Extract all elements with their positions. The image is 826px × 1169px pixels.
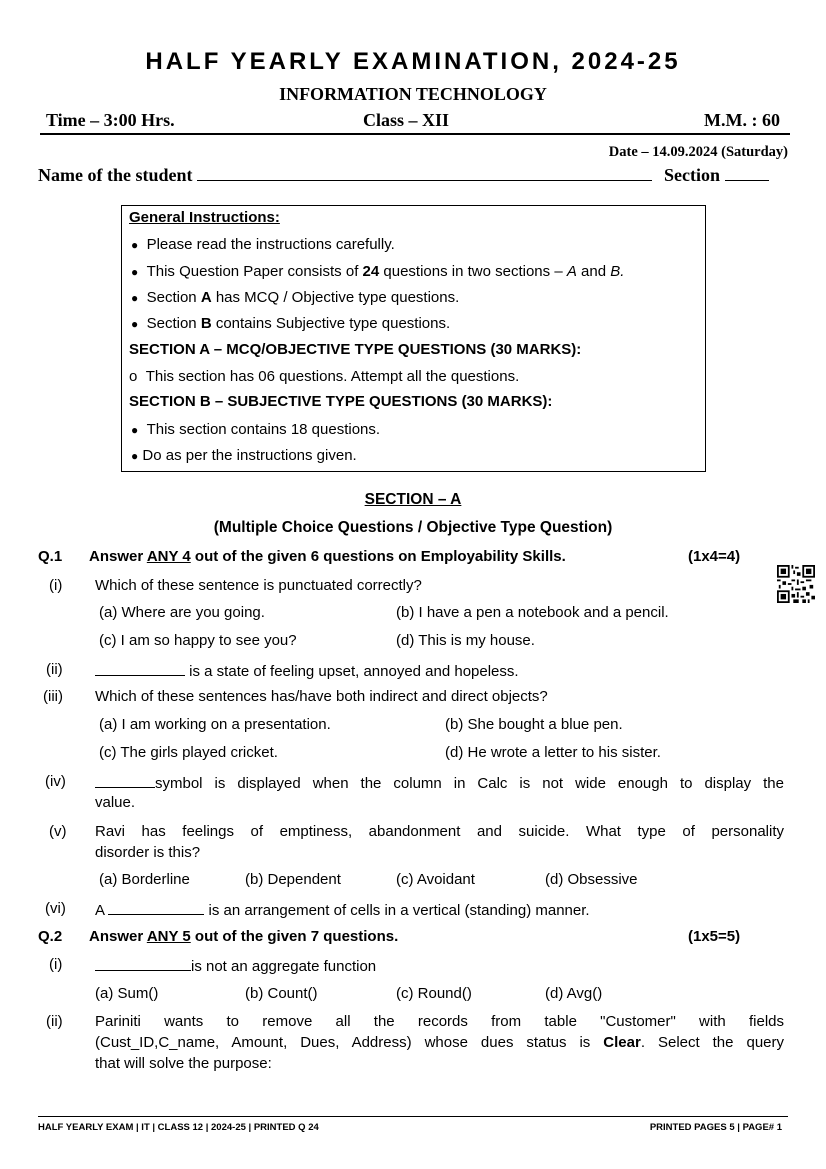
bullet-icon: ● [131, 238, 139, 252]
q2-i-option-c: (c) Round() [396, 985, 472, 1002]
subject-title: INFORMATION TECHNOLOGY [279, 84, 547, 104]
q1-number: Q.1 [38, 548, 63, 565]
student-name-field [38, 165, 652, 186]
q1-iii-option-b: (b) She bought a blue pen. [445, 716, 623, 733]
q1-iv-text: symbol is displayed when the column in Calc is not wide enough to display the [95, 773, 784, 792]
q1-iii-option-d: (d) He wrote a letter to his sister. [445, 744, 661, 761]
q1-i-number: (i) [49, 577, 63, 594]
q1-iii-option-c: (c) The girls played cricket. [99, 744, 278, 761]
class-label: Class – XII [363, 110, 450, 130]
section-label: Section [664, 165, 720, 185]
q2-i-option-d: (d) Avg() [545, 985, 603, 1002]
q2-marks: (1x5=5) [688, 928, 741, 945]
q1-ii-number: (ii) [46, 661, 63, 678]
q1-v-text-cont: disorder is this? [95, 844, 201, 861]
q1-v-option-b: (b) Dependent [245, 871, 341, 888]
footer-divider [38, 1116, 788, 1117]
q2-text: Answer ANY 5 out of the given 7 questions. [89, 928, 399, 945]
student-name-label: Name of the student [38, 165, 193, 185]
q1-i-option-b: (b) I have a pen a notebook and a pencil. [396, 604, 669, 621]
instruction-item: ● This Question Paper consists of 24 questions in two sections – A and B. [131, 263, 625, 280]
q1-v-option-a: (a) Borderline [99, 871, 190, 888]
answer-blank [95, 956, 191, 971]
bullet-icon: ● [131, 423, 139, 437]
q1-i-option-c: (c) I am so happy to see you? [99, 632, 297, 649]
footer-right: PRINTED PAGES 5 | PAGE# 1 [649, 1122, 782, 1133]
section-a-subtitle: (Multiple Choice Questions / Objective Type Question) [213, 519, 613, 536]
q2-ii-text: Pariniti wants to remove all the records from table "Customer" with fields [95, 1013, 784, 1030]
q1-iii-text: Which of these sentences has/have both indirect and direct objects? [95, 688, 548, 705]
instruction-item: ● Section A has MCQ / Objective type questions. [131, 289, 460, 306]
circle-bullet-icon: o [129, 368, 138, 385]
exam-date: Date – 14.09.2024 (Saturday) [608, 144, 788, 160]
q1-v-number: (v) [49, 823, 67, 840]
q1-text: Answer ANY 4 out of the given 6 questions on Employability Skills. [89, 548, 566, 565]
answer-blank [95, 661, 185, 676]
q2-i-number: (i) [49, 956, 63, 973]
q1-iii-number: (iii) [43, 688, 63, 705]
q1-iv-text-cont: value. [95, 794, 136, 811]
q1-v-option-c: (c) Avoidant [396, 871, 475, 888]
q1-ii-text: is a state of feeling upset, annoyed and hopeless. [95, 661, 519, 680]
section-blank [725, 166, 769, 181]
q1-vi-number: (vi) [45, 900, 66, 917]
q1-marks: (1x4=4) [688, 548, 741, 565]
bullet-icon: ● [131, 265, 139, 279]
time-label: Time – 3:00 Hrs. [46, 110, 175, 130]
q1-v-option-d: (d) Obsessive [545, 871, 638, 888]
header-divider [40, 133, 790, 135]
section-a-instruction-head: SECTION A – MCQ/OBJECTIVE TYPE QUESTIONS (30 MARKS): [129, 341, 582, 358]
max-marks-label: M.M. : 60 [704, 110, 780, 130]
q1-i-option-d: (d) This is my house. [396, 632, 535, 649]
student-name-blank [197, 166, 652, 181]
q1-i-text: Which of these sentence is punctuated correctly? [95, 577, 422, 594]
q2-ii-number: (ii) [46, 1013, 63, 1030]
answer-blank [95, 773, 155, 788]
q2-i-option-a: (a) Sum() [95, 985, 159, 1002]
instruction-item: o This section has 06 questions. Attempt all the questions. [129, 368, 520, 385]
q1-iii-option-a: (a) I am working on a presentation. [99, 716, 331, 733]
instruction-item: ● Please read the instructions carefully. [131, 236, 395, 253]
section-a-title: SECTION – A [364, 491, 462, 508]
general-instructions-title: General Instructions: [129, 209, 280, 226]
qr-code-icon [777, 565, 815, 603]
instruction-item: ● Do as per the instructions given. [131, 447, 357, 464]
section-b-instruction-head: SECTION B – SUBJECTIVE TYPE QUESTIONS (30 MARKS): [129, 393, 553, 410]
q2-ii-text-end: that will solve the purpose: [95, 1055, 272, 1072]
instruction-item: ● Section B contains Subjective type questions. [131, 315, 451, 332]
answer-blank [108, 900, 204, 915]
q1-vi-text: A is an arrangement of cells in a vertical (standing) manner. [95, 902, 590, 919]
bullet-icon: ● [131, 449, 139, 463]
section-field [664, 165, 769, 186]
bullet-icon: ● [131, 291, 139, 305]
exam-title: HALF YEARLY EXAMINATION, 2024-25 [145, 48, 681, 75]
q1-i-option-a: (a) Where are you going. [99, 604, 265, 621]
q2-ii-text-cont: (Cust_ID,C_name, Amount, Dues, Address) whose dues status is Clear. Select the query [95, 1034, 785, 1051]
q1-v-text: Ravi has feelings of emptiness, abandonment and suicide. What type of personality [95, 823, 784, 840]
bullet-icon: ● [131, 317, 139, 331]
instruction-item: ● This section contains 18 questions. [131, 421, 381, 438]
q2-number: Q.2 [38, 928, 63, 945]
q1-iv-number: (iv) [45, 773, 66, 790]
footer-left: HALF YEARLY EXAM | IT | CLASS 12 | 2024-25 | PRINTED Q 24 [38, 1122, 319, 1133]
q2-i-text: is not an aggregate function [95, 956, 376, 975]
q2-i-option-b: (b) Count() [245, 985, 318, 1002]
